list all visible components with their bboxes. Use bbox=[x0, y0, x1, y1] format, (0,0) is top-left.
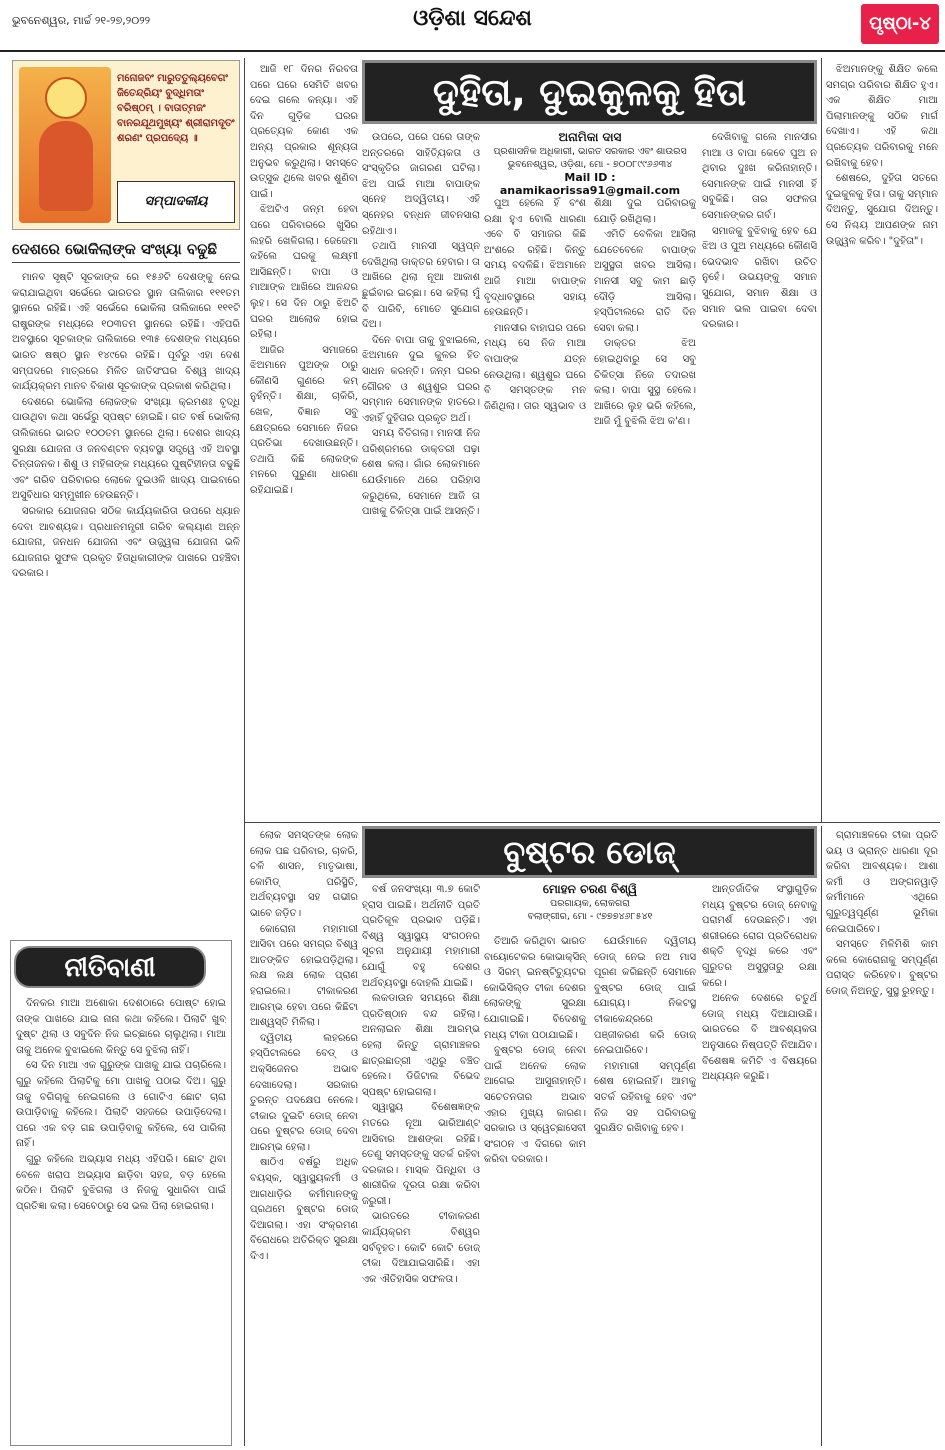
article-paragraph: ସମୟ ବିତିଗଲା। ମାନସୀ ନିଜ ପରିଶ୍ରମରେ ଡାକ୍ତରୀ ପଢ଼ା ଶେଷ କଲା। ଗାଁର ଲୋକମାନେ ଯେଉଁମାନେ ଥରେ ପରିହାସ କରୁଥିଲେ, ସେମାନେ ଆଜି ତା ପାଖକୁ ଚିକିତ୍ସା ପାଇଁ ଆସନ୍ତି। bbox=[362, 428, 480, 518]
booster-byline bbox=[484, 882, 696, 923]
article-paragraph: ତିଆରି କରିଥିବା ଭାରତ ବାୟୋଟେକର କୋଭାକ୍ସିନ୍ ଓ ସିରମ୍ ଇନଷ୍ଟିଚ୍ୟୁଟର କୋଭିସିଲ୍ଡ ଟୀକା ଦେଶର ଲୋକଙ୍କୁ ସୁରକ୍ଷା ଯୋଗାଇଛି। ବିଦେଶକୁ ମଧ୍ୟ ଟୀକା ପଠାଯାଇଛି। bbox=[484, 936, 586, 1041]
article-paragraph: ଦିନେ ବାପା ତାକୁ ବୁଝାଇଲେ, ଝିଅମାନେ ଦୁଇ କୁଳର ହିତ ସାଧନ କରନ୍ତି। ଜନ୍ମ ଘରର ଗୌରବ ଓ ଶ୍ୱଶୁର ଘରର ସମ୍ମାନ ସେମାନଙ୍କ ହାତରେ। ଏହାହିଁ ଦୁହିତାର ପ୍ରକୃତ ଅର୍ଥ। bbox=[362, 334, 480, 424]
deity-image bbox=[19, 67, 111, 223]
niti-paragraph: ଗୁରୁ କହିଲେ ଅଭ୍ୟାସ ମଧ୍ୟ ଏହିପରି। ଛୋଟ ଥିବା ବେଳେ ଖରାପ ଅଭ୍ୟାସ ଛାଡ଼ିବା ସହଜ, ବଡ଼ ହେଲେ କଠିନ। ପିଲାଟି ବୁଝିଗଲା ଓ ନିଜକୁ ସୁଧାରିବା ପାଇଁ ପ୍ରତିଜ୍ଞା କଲା। ସେବେଠାରୁ ସେ ଭଲ ପିଲା ହୋଇଗଲା। bbox=[16, 1153, 226, 1212]
article-paragraph: ଡାକ୍ତର ଝିଅ ହୋଇଥିବାରୁ ସେ ସବୁ ଚିକିତ୍ସା ନିଜେ ତଦାରଖ କଲା। ବାପା ସୁସ୍ଥ ହେଲେ। ଆଖିରେ ଲୁହ ଭରି କହିଲେ, ଆଜି ମୁଁ ବୁଝିଲି ଝିଅ କ'ଣ। bbox=[594, 338, 696, 428]
feature-headline-booster: ବୁଷ୍ଟର ଡୋଜ୍ bbox=[362, 826, 817, 878]
booster-column-mid bbox=[362, 882, 480, 1440]
editorial-paragraph: ମାନବ ସୃଷ୍ଟି ସୂଚକାଙ୍କ ରେ ୧୫୬ଟି ଦେଶଙ୍କୁ ନେଇ କରାଯାଇଥିବା ସର୍ଭେରେ ଭାରତର ସ୍ଥାନ ତାଲିକାର ୧୧୧ତମ ସ୍ଥାନରେ ରହିଛି। ଏହି ସର୍ଭେରେ ଭୋକିଲା ତାଲିକାରେ ୧୧୧ଟି ରାଷ୍ଟ୍ରଙ୍କ ମଧ୍ୟରେ ୧୦୩ତମ ସ୍ଥାନରେ ରହିଛି। ଏହିପରି ଅବସ୍ଥାରେ ସୂଚକାଙ୍କ ତାଲିକାରେ ୧୩୫ ଦେଶଙ୍କ ମଧ୍ୟରେ ଭାରତ ଷଷ୍ଠ ସ୍ଥାନ ୧୪୯ରେ ରହିଛି। ପୂର୍ବରୁ ଏହା ଦେଶ ସମ୍ପଦରେ ମାତ୍ରରେ ମିଳିତ ଜାତିସଂଘର ବିଶ୍ୱ ଖାଦ୍ୟ କାର୍ଯ୍ୟକ୍ରମ ମାନବ ବିକାଶ ସୂଚକାଙ୍କ ପ୍ରକାଶ କରିଥିଲା। bbox=[12, 272, 240, 393]
sanskrit-verse: ମନୋଜବଂ ମାରୁତତୁଲ୍ୟବେଗଂ ଜିତେନ୍ଦ୍ରିୟଂ ବୁଦ୍ଧିମତାଂ ବରିଷ୍ଠମ୍ । ବାତାତ୍ମଜଂ ବାନରଯୂଥମୁଖ୍ୟଂ ଶ୍ରୀରାମଦୂତଂ ଶରଣଂ ପ୍ରପଦ୍ୟେ ॥ bbox=[117, 73, 235, 144]
editorial-paragraph: ଦେଶରେ ଭୋକିଲା ଲୋକଙ୍କ ସଂଖ୍ୟା କ୍ରମଶଃ ବୃଦ୍ଧି ପାଉଥିବା କଥା ସର୍ଭେରୁ ସ୍ପଷ୍ଟ ହୋଇଛି। ଗତ ବର୍ଷ ଭୋକିଲା ତାଲିକାରେ ଭାରତ ୧୦୦ତମ ସ୍ଥାନରେ ଥିଲା। ଦେଶର ଖାଦ୍ୟ ସୁରକ୍ଷା ଯୋଜନା ଓ ଜନବଣ୍ଟନ ବ୍ୟବସ୍ଥା ସତ୍ତ୍ୱେ ଏହି ଅବସ୍ଥା ଚିନ୍ତାଜନକ। ଶିଶୁ ଓ ମହିଳାଙ୍କ ମଧ୍ୟରେ ପୁଷ୍ଟିହୀନତା ବଢୁଛି ଏବଂ ଗରିବ ପରିବାରର ଲୋକେ ଦୁଇଓଳି ଖାଦ୍ୟ ପାଇବାରେ ଅସୁବିଧାର ସମ୍ମୁଖୀନ ହେଉଛନ୍ତି। bbox=[12, 396, 240, 502]
article-paragraph: ଭାରତରେ ଟୀକାକରଣ କାର୍ଯ୍ୟକ୍ରମ ବିଶ୍ୱର ସର୍ବବୃହତ। କୋଟି କୋଟି ଡୋଜ୍ ଟୀକା ଦିଆଯାଇସାରିଛି। ଏହା ଏକ ଐତିହାସିକ ସଫଳତା। bbox=[362, 1211, 480, 1285]
booster-column-far-a bbox=[702, 882, 817, 1440]
article-paragraph: ମାନସୀର ବାହାଘର ପରେ ମଧ୍ୟ ସେ ନିଜ ମାଆ ବାପାଙ୍କ ଯତ୍ନ ନେଉଥିଲା। ଶ୍ୱଶୁର ଘରେ ବି ସମସ୍ତଙ୍କ ମନ ଜିଣିଥିଲା। ତାର ସ୍ୱଭାବ ଓ ଶିକ୍ଷା ଦୁଇ ପରିବାରକୁ ଯୋଡ଼ି ରଖିଥିଲା। bbox=[484, 198, 696, 412]
page-number-badge: ପୃଷ୍ଠା-୪ bbox=[861, 4, 939, 44]
article-paragraph: କୋରୋନା ମହାମାରୀ ଆସିବା ପରେ ସମଗ୍ର ବିଶ୍ୱ ଆତଙ୍କିତ ହୋଇପଡ଼ିଥିଲା। ଲକ୍ଷ ଲକ୍ଷ ଲୋକ ପ୍ରାଣ ହରାଇଲେ। ଟୀକାକରଣ ଆରମ୍ଭ ହେବା ପରେ କିଛିଟା ଆଶ୍ୱସ୍ତି ମିଳିଲା। bbox=[250, 923, 358, 1029]
author-address: ବଲାଙ୍ଗୀର, ମୋ - ୯୭୭୭୪୬୮୫୪୧ bbox=[527, 911, 653, 922]
article-paragraph: ବୁଷ୍ଟର ଡୋଜ୍ ନେବା ପାଇଁ ଅନେକ ଲୋକ ଆଗେଇ ଆସୁନାହାନ୍ତି। ସଚେତନତାର ଅଭାବ ଏହାର ମୁଖ୍ୟ କାରଣ। ସରକାର ଓ ସ୍ୱେଚ୍ଛାସେବୀ ସଂଗଠନ ଏ ଦିଗରେ କାମ କରିବା ଦରକାର। bbox=[484, 1045, 586, 1166]
author-name: ମୋହନ ଚରଣ ବିଶ୍ୱି bbox=[542, 882, 638, 896]
daughter-column-d bbox=[826, 62, 938, 818]
author-email: Mail ID : anamikaorissa91@gmail.com bbox=[499, 171, 681, 197]
article-paragraph: ଦ୍ୱିତୀୟ ଲହରରେ ହସ୍ପିଟାଲରେ ବେଡ୍ ଓ ଅକ୍ସିଜେନର ଅଭାବ ଦେଖାଦେଲା। ସରକାର ତୁରନ୍ତ ପଦକ୍ଷେପ ନେଲେ। ଟୀକାର ଦୁଇଟି ଡୋଜ୍ ନେବା ପରେ ବୁଷ୍ଟର ଡୋଜ୍ ଦେବା ଆରମ୍ଭ ହେଲା। bbox=[250, 1032, 358, 1153]
continued-column bbox=[250, 62, 358, 818]
article-paragraph: ଯେଉଁମାନେ ଦ୍ୱିତୀୟ ଡୋଜ୍ ନେଇ ନଅ ମାସ ପୂରଣ କରିଛନ୍ତି ସେମାନେ ବୁଷ୍ଟର ଡୋଜ୍ ପାଇଁ ଯୋଗ୍ୟ। ନିକଟସ୍ଥ ଟୀକାକେନ୍ଦ୍ରରେ ପଞ୍ଜୀକରଣ କରି ଡୋଜ୍ ନେଇପାରିବେ। bbox=[594, 936, 696, 1057]
daughter-column-b bbox=[484, 196, 696, 818]
column-paragraph: ଆଜିର ସମାଜରେ ଝିଅମାନେ ପୁଅଙ୍କ ଠାରୁ କୌଣସି ଗୁଣରେ କମ୍ ନୁହଁନ୍ତି। ଶିକ୍ଷା, ଚାକିରି, ଖେଳ, ବିଜ୍ଞାନ ସବୁ କ୍ଷେତ୍ରରେ ସେମାନେ ନିଜର ପ୍ରତିଭା ଦେଖାଉଛନ୍ତି। ତଥାପି କିଛି ଲୋକଙ୍କ ମନରେ ପୁରୁଣା ଧାରଣା ରହିଯାଇଛି। bbox=[250, 344, 358, 497]
article-paragraph: ଶେଷରେ, ଦୁହିତା ସତରେ ଦୁଇକୁଳକୁ ହିତା। ତାକୁ ସମ୍ମାନ ଦିଅନ୍ତୁ, ସୁଯୋଗ ଦିଅନ୍ତୁ। ସେ ନିଶ୍ଚୟ ଆପଣଙ୍କ ନାମ ଉଜ୍ଜ୍ୱଳ କରିବ। "ଦୁହିତା"। bbox=[826, 173, 938, 247]
daughter-byline bbox=[484, 130, 696, 197]
article-paragraph: ଅନେକ ଦେଶରେ ଚତୁର୍ଥ ଡୋଜ୍ ମଧ୍ୟ ଦିଆଯାଉଛି। ଭାରତରେ ବି ଆବଶ୍ୟକତା ଅନୁସାରେ ନିଷ୍ପତ୍ତି ନିଆଯିବ। ବିଶେଷଜ୍ଞ କମିଟି ଏ ବିଷୟରେ ଅଧ୍ୟୟନ କରୁଛି। bbox=[702, 993, 817, 1083]
author-name: ଅନାମିକା ଦାସ bbox=[558, 130, 622, 144]
article-paragraph: ଆନ୍ତର୍ଜାତିକ ସଂସ୍ଥାଗୁଡ଼ିକ ମଧ୍ୟ ବୁଷ୍ଟର ଡୋଜ୍ ନେବାକୁ ପରାମର୍ଶ ଦେଉଛନ୍ତି। ଏହା ଶରୀରରେ ରୋଗ ପ୍ରତିରୋଧକ ଶକ୍ତି ବୃଦ୍ଧି କରେ ଏବଂ ଗୁରୁତର ଅସୁସ୍ଥତାରୁ ରକ୍ଷା କରେ। bbox=[702, 884, 817, 989]
article-paragraph: ଏମିତି ବେଳିକା ଆସିଲା ଯେତେବେଳେ ବାପାଙ୍କ ଅସୁସ୍ଥତା ଖବର ଆସିଲା। ମାନସୀ ସବୁ କାମ ଛାଡ଼ି ଦୌଡ଼ି ଆସିଲା। ହସ୍ପିଟାଲରେ ରାତି ଦିନ ସେବା କଲା। bbox=[594, 229, 696, 334]
editorial-paragraph: ସରକାର ଯୋଜନାର ସଠିକ କାର୍ଯ୍ୟକାରିତା ଉପରେ ଧ୍ୟାନ ଦେବା ଆବଶ୍ୟକ। ପ୍ରଧାନମନ୍ତ୍ରୀ ଗରିବ କଲ୍ୟାଣ ଅନ୍ନ ଯୋଜନା, ଜନଧନ ଯୋଜନା ଏବଂ ଉଜ୍ଜ୍ୱଳା ଯୋଜନା ଭଳି ଯୋଜନାର ସୁଫଳ ପ୍ରକୃତ ହିତାଧିକାରୀଙ୍କ ପାଖରେ ପହଞ୍ଚିବା ଦରକାର। bbox=[12, 505, 240, 580]
article-paragraph: ସ୍ୱାସ୍ଥ୍ୟ ବିଶେଷଜ୍ଞଙ୍କ ମତରେ ନୂଆ ଭାରିଆଣ୍ଟ ଆସିବାର ଆଶଙ୍କା ରହିଛି। ତେଣୁ ସମସ୍ତଙ୍କୁ ସତର୍କ ରହିବା ଦରକାର। ମାସ୍କ ପିନ୍ଧିବା ଓ ଶାରୀରିକ ଦୂରତା ରକ୍ଷା କରିବା ଜରୁରୀ। bbox=[362, 1102, 480, 1207]
quote-box bbox=[12, 60, 240, 230]
column-paragraph: ଆଜି ୧୮ ଦିନର ନିରବତା ପରେ ଘରେ ସେମିତି ଖବର ଦେଇ ଗଲେ କନ୍ୟା। ଏହି ଦିନ ଗୁଡ଼ିକ ଘରର ପ୍ରତ୍ୟେକ କୋଣ ଏକ ଅନ୍ୟ ପ୍ରକାର ଶୂନ୍ୟତା ଅନୁଭବ କରୁଥିଲା। ସମସ୍ତେ ଉତ୍ସୁକ ଥିଲେ ଖବର ଶୁଣିବା ପାଇଁ। bbox=[250, 64, 358, 200]
article-paragraph: ସମାଜକୁ ବୁଝିବାକୁ ହେବ ଯେ ଝିଅ ଓ ପୁଅ ମଧ୍ୟରେ କୌଣସି ଭେଦଭାବ ରଖିବା ଉଚିତ ନୁହେଁ। ଉଭୟଙ୍କୁ ସମାନ ସୁଯୋଗ, ସମାନ ଶିକ୍ଷା ଓ ସମାନ ଭଲ ପାଇବା ଦେବା ଦରକାର। bbox=[702, 225, 817, 331]
daughter-column-a bbox=[362, 130, 480, 818]
booster-column-far-b bbox=[826, 828, 938, 1440]
niti-paragraph: ସେ ଦିନ ମାଆ ଏକ ଗୁରୁଙ୍କ ପାଖକୁ ଯାଇ ପଚାରିଲେ। ଗୁରୁ କହିଲେ ପିଲାଟିକୁ ମୋ ପାଖକୁ ପଠାଇ ଦିଅ। ଗୁରୁ ତାକୁ ବଗିଚାକୁ ନେଇଗଲେ ଓ ଗୋଟିଏ ଛୋଟ ଚାରା ଉପାଡ଼ିବାକୁ କହିଲେ। ପିଲାଟି ସହଜରେ ଉପାଡ଼ିଦେଲା। ପରେ ଏକ ବଡ଼ ଗଛ ଉପାଡ଼ିବାକୁ କହିଲେ, ସେ ପାରିଲା ନାହିଁ। bbox=[16, 1060, 226, 1150]
article-paragraph: ଝିଅମାନଙ୍କୁ ଶିକ୍ଷିତ କଲେ ସମଗ୍ର ପରିବାର ଶିକ୍ଷିତ ହୁଏ। ଏକ ଶିକ୍ଷିତ ମାଆ ପିଲାମାନଙ୍କୁ ସଠିକ ମାର୍ଗ ଦେଖାଏ। ଏହି କଥା ପ୍ରତ୍ୟେକ ପରିବାରକୁ ମନେ ରଖିବାକୁ ହେବ। bbox=[826, 64, 938, 169]
masthead bbox=[0, 0, 945, 52]
author-address: ଭୁବନେଶ୍ୱର, ଓଡ଼ିଶା, ମୋ - ୭୦୦୮୯୯୬୬୩୪ bbox=[507, 159, 673, 170]
editorial-headline: ଦେଶରେ ଭୋକିଲାଙ୍କ ସଂଖ୍ୟା ବଢୁଛି bbox=[12, 238, 240, 263]
column-paragraph: ଝିଅଟିଏ ଜନ୍ମ ହେବା ପରେ ପରିବାରରେ ଖୁସିର ଲହରି ଖେଳିଗଲା। ଜେଜେମା କହିଲେ ଘରକୁ ଲକ୍ଷ୍ମୀ ଆସିଛନ୍ତି। ବାପା ଓ ମାଆଙ୍କ ଆଖିରେ ଆନନ୍ଦର ଲୁହ। ସେ ଦିନ ଠାରୁ ଝିଅଟି ଘରର ଆଲୋକ ହୋଇ ରହିଲା। bbox=[250, 204, 358, 341]
booster-column-right bbox=[484, 934, 696, 1440]
article-paragraph: ସମସ୍ତେ ମିଳିମିଶି କାମ କଲେ କୋରୋନାକୁ ସମ୍ପୂର୍ଣ୍ଣ ପରାସ୍ତ କରିହେବ। ବୁଷ୍ଟର ଡୋଜ୍ ନିଅନ୍ତୁ, ସୁସ୍ଥ ରୁହନ୍ତୁ। bbox=[826, 939, 938, 997]
feature-headline-daughter: ଦୁହିତା, ଦୁଇକୁଳକୁ ହିତା bbox=[362, 60, 817, 124]
daughter-column-c bbox=[702, 130, 817, 818]
article-paragraph: ବର୍ଷ ଜନସଂଖ୍ୟା ୩.୭ କୋଟି ହ୍ରାସ ପାଇଛି। ଅର୍ଥନୀତି ପ୍ରତି ପ୍ରତିକୂଳ ପ୍ରଭାବ ପଡ଼ିଛି। ବିଶ୍ୱ ସ୍ୱାସ୍ଥ୍ୟ ସଂଗଠନର ସୂଚନା ଅନୁଯାୟୀ ମହାମାରୀ ଯୋଗୁଁ ବହୁ ଦେଶର ଅର୍ଥବ୍ୟବସ୍ଥା ଦୋହଲି ଯାଇଛି। bbox=[362, 884, 480, 989]
niti-bani-heading: ନୀତିବାଣୀ bbox=[14, 946, 206, 988]
author-designation: ପ୍ରଶାସନିକ ଅଧିକାରୀ, ଭାରତ ସରକାର ଏବଂ ଶାଉରସ bbox=[493, 146, 687, 157]
editorial-body bbox=[12, 270, 240, 930]
article-paragraph: ଷାଠିଏ ବର୍ଷରୁ ଅଧିକ ବୟସ୍କ, ସ୍ୱାସ୍ଥ୍ୟକର୍ମୀ ଓ ଆଗଧାଡ଼ିର କର୍ମୀମାନଙ୍କୁ ପ୍ରଥମେ ବୁଷ୍ଟର ଡୋଜ୍ ଦିଆଗଲା। ଏହା ସଂକ୍ରମଣ ବିରୋଧରେ ଅତିରିକ୍ତ ସୁରକ୍ଷା ଦିଏ। bbox=[250, 1157, 358, 1263]
article-paragraph: ମହାମାରୀ ସମ୍ପୂର୍ଣ୍ଣ ଶେଷ ହୋଇନାହିଁ। ଆମକୁ ସତର୍କ ରହିବାକୁ ହେବ ଏବଂ ନିଜ ସହ ପରିବାରକୁ ସୁରକ୍ଷିତ ରଖିବାକୁ ହେବ। bbox=[594, 1060, 696, 1135]
article-paragraph: ଉପରେ, ପରେ ପରେ ତାଙ୍କ ଅନ୍ତରରେ ସାହିତ୍ୟିକତା ଓ ସଂସ୍କୃତିର ଜାଗରଣ ଘଟିଲା। ଝିଅ ପାଇଁ ମାଆ ବାପାଙ୍କ ସ୍ନେହ ଅଦ୍ୱିତୀୟ। ଏହି ସ୍ନେହର ବନ୍ଧନ ଜୀବନସାରା ରହିଥାଏ। bbox=[362, 132, 480, 237]
article-paragraph: ଲୋକ ସମସ୍ତଙ୍କ ଲୋକ ଲୋକ ପଛ ପରିବାର, ଚାକରି, ଚଳି ଶାସନ, ମାତୃଭାଷା, କୋମିଡ୍‌ ପରିସ୍ଥିତି, ଅର୍ଥବ୍ୟବସ୍ଥା ସହ ଗଭୀର ଭାବେ ଜଡ଼ିତ। bbox=[250, 830, 358, 919]
article-paragraph: ଲକଡାଉନ ସମୟରେ ଶିକ୍ଷା ପ୍ରତିଷ୍ଠାନ ବନ୍ଦ ରହିଲା। ଅନଲାଇନ ଶିକ୍ଷା ଆରମ୍ଭ ହେଲା କିନ୍ତୁ ଗ୍ରାମାଞ୍ଚଳର ଛାତ୍ରଛାତ୍ରୀ ଏଥିରୁ ବଞ୍ଚିତ ହେଲେ। ଡିଜିଟାଲ ବିଭେଦ ସ୍ପଷ୍ଟ ହୋଇଗଲା। bbox=[362, 993, 480, 1098]
article-paragraph: ଦେଖିବାକୁ ଗଲେ ମାନସୀର ମାଆ ଓ ବାପା କେବେ ପୁଅ ନ ଥିବାର ଦୁଃଖ କରିନାହାନ୍ତି। ସେମାନଙ୍କ ପାଇଁ ମାନସୀ ହିଁ ସବୁକିଛି। ତାର ସଫଳତା ସେମାନଙ୍କର ଗର୍ବ। bbox=[702, 132, 817, 221]
editorial-section-logo: ସମ୍ପାଦକୀୟ bbox=[117, 181, 235, 223]
niti-paragraph: ଦିନକର ମାଆ ଅଶୋକା ଦେଶଠାରେ ପୋଷ୍ଟ ହୋଇ ତାଙ୍କ ପାଖରେ ଯାଇ ନାନା କଥା କହିଲେ। ପିଲାଟି ଖୁବ୍ ଦୁଷ୍ଟ ଥିଲା ଓ ସବୁଦିନ ନିଜ ଇଚ୍ଛାରେ ଚାଲୁଥିଲା। ମାଆ ତାକୁ ଅନେକ ବୁଝାଇଲେ କିନ୍ତୁ ସେ ବୁଝିଲା ନାହିଁ। bbox=[16, 998, 226, 1056]
paper-title: ଓଡ଼ିଶା ସନ୍ଦେଶ bbox=[413, 6, 532, 31]
author-designation: ପରଗାୟକ, ଲୋକଗରା bbox=[550, 898, 630, 909]
niti-bani-body bbox=[16, 996, 226, 1440]
article-paragraph: ପୁଅ ହେଲେ ହିଁ ବଂଶ ରକ୍ଷା ହୁଏ ବୋଲି ଧାରଣା ଏବେ ବି ସମାଜର କିଛି ଅଂଶରେ ରହିଛି। କିନ୍ତୁ ସମୟ ବଦଳିଛି। ଝିଅମାନେ ଆଜି ମାଆ ବାପାଙ୍କ ବୃଦ୍ଧାବସ୍ଥାରେ ସହାୟ ହେଉଛନ୍ତି। bbox=[484, 198, 586, 319]
booster-column-left bbox=[250, 828, 358, 1440]
article-paragraph: ତଥାପି ମାନସୀ ସ୍ୱପ୍ନ ଦେଖିଥିଲା ଡାକ୍ତର ହେବାର। ତା ଆଖିରେ ଥିଲା ନୂଆ ଆକାଶ ଛୁଇଁବାର ଇଚ୍ଛା। ସେ କହିଲା ମୁଁ ବି ପାରିବି, ମୋତେ ସୁଯୋଗ ଦିଅ। bbox=[362, 241, 480, 331]
issue-date: ଭୁବନେଶ୍ୱର, ମାର୍ଚ୍ଚ ୨୧-୨୭,୨୦୨୨ bbox=[12, 14, 151, 27]
article-paragraph: ଗ୍ରାମାଞ୍ଚଳରେ ଟୀକା ପ୍ରତି ଭୟ ଓ ଭ୍ରାନ୍ତ ଧାରଣା ଦୂର କରିବା ଆବଶ୍ୟକ। ଆଶା କର୍ମୀ ଓ ଅଙ୍ଗନୱାଡ଼ି କର୍ମୀମାନେ ଏଥିରେ ଗୁରୁତ୍ୱପୂର୍ଣ୍ଣ ଭୂମିକା ନେଇପାରିବେ। bbox=[826, 830, 938, 935]
